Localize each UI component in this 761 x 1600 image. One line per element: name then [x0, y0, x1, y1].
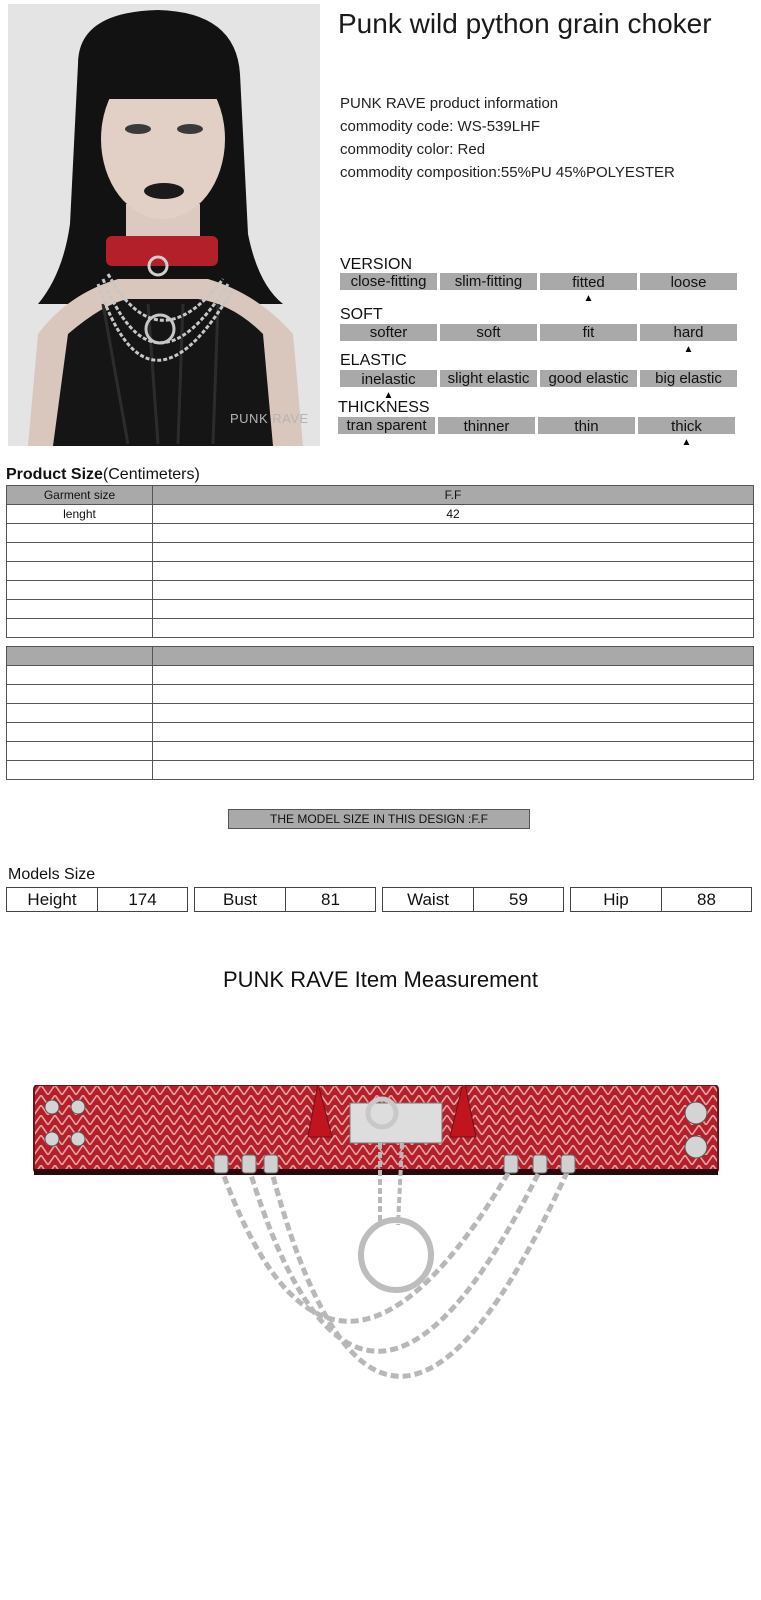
size-table — [6, 485, 754, 638]
commodity-composition: commodity composition:55%PU 45%POLYESTER — [340, 164, 675, 181]
choker-illustration — [20, 1085, 750, 1595]
version-label: VERSION — [340, 256, 413, 273]
table-row — [7, 723, 754, 742]
soft-option: softer — [340, 324, 437, 341]
product-size-heading: Product Size(Centimeters) — [6, 466, 200, 483]
models-size-label: Models Size — [8, 866, 96, 883]
soft-option: soft — [440, 324, 537, 341]
soft-label: SOFT — [340, 306, 383, 323]
table-row — [7, 619, 754, 638]
measurement-value: 88 — [697, 890, 716, 909]
version-option-selected: fitted ▲ — [540, 273, 637, 290]
choker-product-image — [20, 1085, 750, 1595]
measurement-title: PUNK RAVE Item Measurement — [222, 967, 539, 992]
measurement-key: Hip — [571, 888, 662, 911]
soft-option: fit — [540, 324, 637, 341]
elastic-option: big elastic — [640, 370, 737, 387]
soft-scale — [340, 324, 737, 355]
table-row — [7, 505, 754, 524]
measurement-key: Waist — [383, 888, 474, 911]
brand-line: PUNK RAVE product information — [340, 95, 559, 112]
table-header-row — [7, 486, 754, 505]
model-measurement — [570, 887, 752, 912]
size-table-secondary — [6, 646, 754, 780]
table-header-row — [7, 647, 754, 666]
models-size-table — [6, 887, 752, 912]
commodity-color: commodity color: Red — [340, 141, 486, 158]
selected-marker-icon: ▲ — [683, 344, 694, 355]
selected-marker-icon: ▲ — [583, 293, 594, 304]
product-photo — [8, 4, 320, 446]
elastic-scale — [340, 370, 737, 401]
table-row — [7, 581, 754, 600]
measurement-value: 174 — [128, 890, 157, 909]
model-measurement — [382, 887, 564, 912]
table-row — [7, 742, 754, 761]
row-value: 42 — [153, 505, 754, 524]
table-row — [7, 543, 754, 562]
header-cell: Garment size — [7, 486, 153, 505]
model-photo-illustration — [8, 4, 320, 446]
measurement-value: 81 — [321, 890, 340, 909]
table-row — [7, 685, 754, 704]
thickness-option-selected: thick ▲ — [638, 417, 735, 434]
commodity-code: commodity code: WS-539LHF — [340, 118, 541, 135]
table-row — [7, 524, 754, 543]
elastic-option: slight elastic — [440, 370, 537, 387]
row-label: lenght — [7, 505, 153, 524]
table-row — [7, 761, 754, 780]
selected-marker-icon: ▲ — [681, 437, 692, 448]
photo-watermark: PUNK RAVE — [230, 411, 309, 426]
model-size-note: THE MODEL SIZE IN THIS DESIGN :F.F — [228, 809, 530, 829]
thickness-label: THICKNESS — [338, 399, 430, 416]
table-row — [7, 704, 754, 723]
thickness-scale — [338, 417, 735, 448]
model-measurement — [194, 887, 376, 912]
measurement-value: 59 — [509, 890, 528, 909]
version-option: close-fitting — [340, 273, 437, 290]
version-option: slim-fitting — [440, 273, 537, 290]
header-cell: F.F — [153, 486, 754, 505]
version-scale — [340, 273, 737, 304]
measurement-key: Bust — [195, 888, 286, 911]
selected-marker-icon: ▲ — [383, 390, 394, 401]
soft-option-selected: hard ▲ — [640, 324, 737, 341]
elastic-option-selected: inelastic ▲ — [340, 370, 437, 387]
thickness-option: thinner — [438, 417, 535, 434]
product-title: Punk wild python grain choker — [338, 8, 712, 39]
model-measurement — [6, 887, 188, 912]
measurement-key: Height — [7, 888, 98, 911]
thickness-option: tran sparent — [338, 417, 435, 434]
version-option: loose — [640, 273, 737, 290]
table-row — [7, 562, 754, 581]
product-info — [340, 92, 675, 184]
table-row — [7, 600, 754, 619]
table-row — [7, 666, 754, 685]
elastic-option: good elastic — [540, 370, 637, 387]
thickness-option: thin — [538, 417, 635, 434]
elastic-label: ELASTIC — [340, 352, 407, 369]
